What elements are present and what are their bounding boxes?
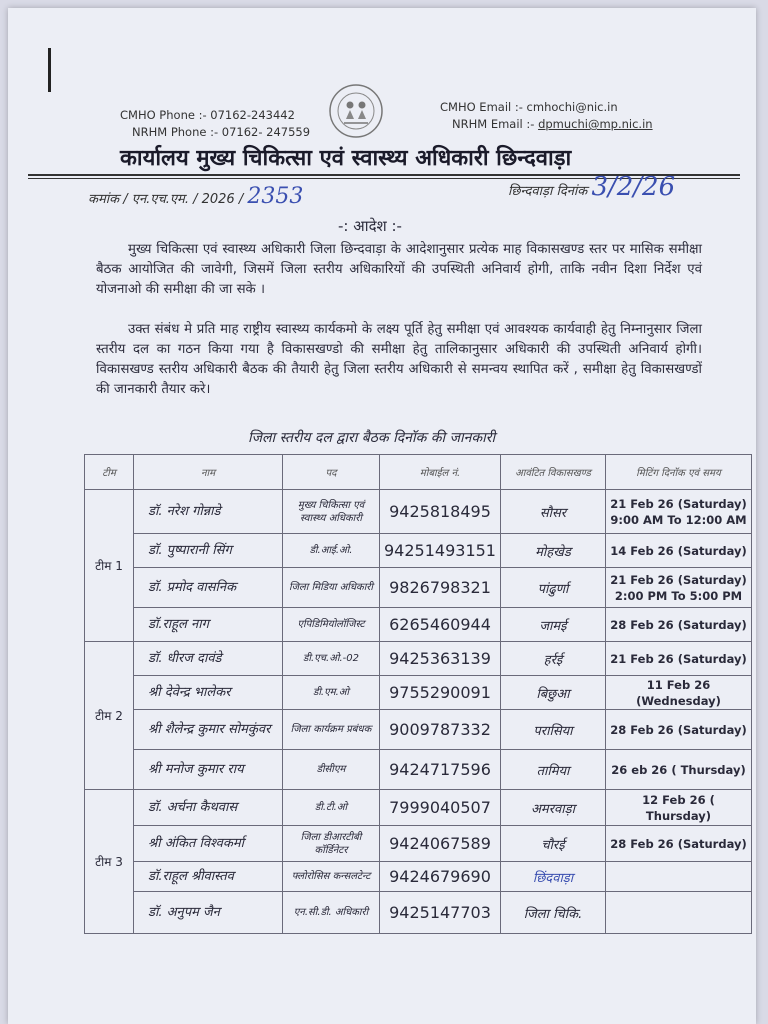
table-row (85, 862, 752, 892)
order-title: -: आदेश :- (338, 217, 402, 235)
team-label: टीम 3 (85, 790, 134, 934)
allotted-block: हर्रई (500, 642, 605, 676)
header-team: टीम (85, 455, 134, 490)
officer-post: एपिडिमियोलॉजिस्ट (283, 608, 380, 642)
officer-post: डीसीएम (283, 750, 380, 790)
officer-name: डॉ. पुष्पारानी सिंग (134, 534, 283, 568)
meeting-date: 26 eb 26 ( Thursday) (611, 762, 746, 777)
officer-mobile: 9826798321 (380, 568, 501, 608)
header-date: मिटिंग दिनॉक एवं समय (605, 455, 751, 490)
reference-number (88, 184, 303, 209)
officer-name: श्री मनोज कुमार राय (134, 750, 283, 790)
cmho-email: CMHO Email :- cmhochi@nic.in (440, 100, 618, 114)
allotted-block: छिंदवाड़ा (500, 862, 605, 892)
paragraph-2 (96, 320, 702, 400)
nrhm-phone: NRHM Phone :- 07162- 247559 (132, 125, 311, 139)
officer-mobile: 6265460944 (380, 608, 501, 642)
allotted-block: तामिया (500, 750, 605, 790)
allotted-block: पांढुर्णा (500, 568, 605, 608)
table-row (85, 608, 752, 642)
meeting-date-cell (605, 608, 751, 642)
nrhm-email-line (452, 117, 653, 131)
officer-mobile: 9424717596 (380, 750, 501, 790)
officer-name: डॉ. धीरज दावंडे (134, 642, 283, 676)
officer-post: डी.एम.ओ (283, 676, 380, 710)
meeting-date: 28 Feb 26 (Saturday) (610, 836, 747, 851)
allotted-block: चौरई (500, 826, 605, 862)
table-row (85, 642, 752, 676)
table-body (85, 490, 752, 934)
officer-name: श्री शैलेन्द्र कुमार सोमकुंवर (134, 710, 283, 750)
meeting-date: 21 Feb 26 (Saturday) (610, 572, 747, 587)
nrhm-email-label: NRHM Email :- (452, 117, 539, 131)
officer-mobile: 9425147703 (380, 892, 501, 934)
header-post: पद (283, 455, 380, 490)
officer-post: जिला मिडिया अधिकारी (283, 568, 380, 608)
meeting-date-cell (605, 490, 751, 534)
team-label: टीम 1 (85, 490, 134, 642)
allotted-block: अमरवाड़ा (500, 790, 605, 826)
officer-mobile: 9755290091 (380, 676, 501, 710)
table-caption: जिला स्तरीय दल द्वारा बैठक दिनॉक की जानकारी (248, 430, 496, 446)
allotted-block: जिला चिकि. (500, 892, 605, 934)
officer-post: डी.एच.ओ.-02 (283, 642, 380, 676)
team-label: टीम 2 (85, 642, 134, 790)
meeting-date-cell (605, 862, 751, 892)
officer-name: डॉ. नरेश गोन्नाडे (134, 490, 283, 534)
officer-mobile: 9009787332 (380, 710, 501, 750)
officer-post: एन.सी.डी. अधिकारी (283, 892, 380, 934)
meeting-time: 2:00 PM To 5:00 PM (614, 588, 743, 603)
meeting-date: 14 Feb 26 (Saturday) (610, 543, 747, 558)
table-header-row (85, 455, 752, 490)
meeting-date-cell (605, 534, 751, 568)
table-row (85, 750, 752, 790)
meeting-date-cell (605, 676, 751, 710)
office-title: कार्यालय मुख्य चिकित्सा एवं स्वास्थ्य अधिकारी छिन्दवाड़ा (120, 145, 572, 171)
meeting-schedule-table (84, 454, 752, 934)
officer-post: डी.टी.ओ (283, 790, 380, 826)
margin-mark (48, 48, 51, 92)
reference-number-handwritten: 2353 (247, 184, 304, 209)
meeting-date: 11 Feb 26 (Wednesday) (636, 677, 721, 708)
table-row (85, 826, 752, 862)
allotted-block: बिछुआ (500, 676, 605, 710)
meeting-date-cell (605, 710, 751, 750)
paragraph-2-text: उक्त संबंध मे प्रति माह राष्ट्रीय स्वास्थ्य कार्यकमो के लक्ष्य पूर्ति हेतु समीक्षा एवं आवश्यक कार्यवाही हेतु निम्नानुसार जिला स्तरीय दल का गठन किया गया है विकासखण्डो की समीक्षा हेतु तालिकानुसार अधिकारी की उपस्थिती अनिवार्य होगी। विकासखण्ड स्तरीय अधिकारी बैठक की तैयारी हेतु जिला स्तरीय अधिकारी से समन्वय स्थापित करें , समीक्षा हेतु विकासखण्डों की जानकारी तैयार करे। (96, 322, 702, 397)
meeting-date-cell (605, 790, 751, 826)
officer-mobile: 9424679690 (380, 862, 501, 892)
officer-name: डॉ. अनुपम जैन (134, 892, 283, 934)
officer-name: डॉ. प्रमोद वासनिक (134, 568, 283, 608)
header-mobile: मोबाईल नं. (380, 455, 501, 490)
meeting-date-cell (605, 892, 751, 934)
reference-number-prefix: कमांक / एन.एच.एम. / 2026 / (88, 192, 244, 207)
officer-post: जिला डीआरटीबी कॉर्डिनेटर (283, 826, 380, 862)
document-page (8, 8, 756, 1024)
meeting-date: 28 Feb 26 (Saturday) (610, 722, 747, 737)
officer-name: डॉ. अर्चना कैथवास (134, 790, 283, 826)
table-row (85, 790, 752, 826)
nrhm-logo-icon (328, 83, 384, 139)
reference-date-prefix: छिन्दवाड़ा दिनांक (508, 184, 588, 199)
allotted-block: सौसर (500, 490, 605, 534)
table-row (85, 676, 752, 710)
allotted-block: परासिया (500, 710, 605, 750)
header-name: नाम (134, 455, 283, 490)
meeting-date-cell (605, 826, 751, 862)
meeting-date: 21 Feb 26 (Saturday) (610, 496, 747, 511)
officer-post: मुख्य चिकित्सा एवं स्वास्थ्य अधिकारी (283, 490, 380, 534)
officer-name: श्री अंकित विश्वकर्मा (134, 826, 283, 862)
reference-date (508, 172, 675, 202)
officer-mobile: 9424067589 (380, 826, 501, 862)
cmho-phone: CMHO Phone :- 07162-243442 (120, 108, 295, 122)
officer-mobile: 94251493151 (380, 534, 501, 568)
meeting-date-cell (605, 750, 751, 790)
paragraph-1-text: मुख्य चिकित्सा एवं स्वास्थ्य अधिकारी जिला छिन्दवाड़ा के आदेशानुसार प्रत्येक माह विकासखण्ड स्तर पर मासिक समीक्षा बैठक आयोजित की जावेगी, जिसमें जिला स्तरीय अधिकारियों की उपस्थिती अनिवार्य होगी, ताकि नवीन दिशा निर्देश एवं योजनाओ की समीक्षा की जा सके । (96, 242, 702, 297)
officer-mobile: 9425363139 (380, 642, 501, 676)
officer-name: डॉ.राहूल नाग (134, 608, 283, 642)
meeting-date-cell (605, 568, 751, 608)
paragraph-1 (96, 240, 702, 300)
table-row (85, 568, 752, 608)
nrhm-email: dpmuchi@mp.nic.in (538, 117, 653, 131)
table-row (85, 534, 752, 568)
meeting-date: 12 Feb 26 ( Thursday) (642, 792, 715, 823)
officer-name: श्री देवेन्द्र भालेकर (134, 676, 283, 710)
officer-mobile: 9425818495 (380, 490, 501, 534)
officer-name: डॉ.राहूल श्रीवास्तव (134, 862, 283, 892)
officer-post: डी.आई.ओ. (283, 534, 380, 568)
officer-post: फ्लोरोसिस कन्सलटेन्ट (283, 862, 380, 892)
meeting-time: 9:00 AM To 12:00 AM (610, 512, 747, 527)
table-row (85, 710, 752, 750)
table-row (85, 490, 752, 534)
officer-post: जिला कार्यक्रम प्रबंधक (283, 710, 380, 750)
table-row (85, 892, 752, 934)
allotted-block: जामई (500, 608, 605, 642)
meeting-date-cell (605, 642, 751, 676)
officer-mobile: 7999040507 (380, 790, 501, 826)
meeting-date: 28 Feb 26 (Saturday) (610, 617, 747, 632)
allotted-block: मोहखेड (500, 534, 605, 568)
header-block: आवंटित विकासखण्ड (500, 455, 605, 490)
reference-date-handwritten: 3/2/26 (591, 172, 676, 202)
meeting-date: 21 Feb 26 (Saturday) (610, 651, 747, 666)
